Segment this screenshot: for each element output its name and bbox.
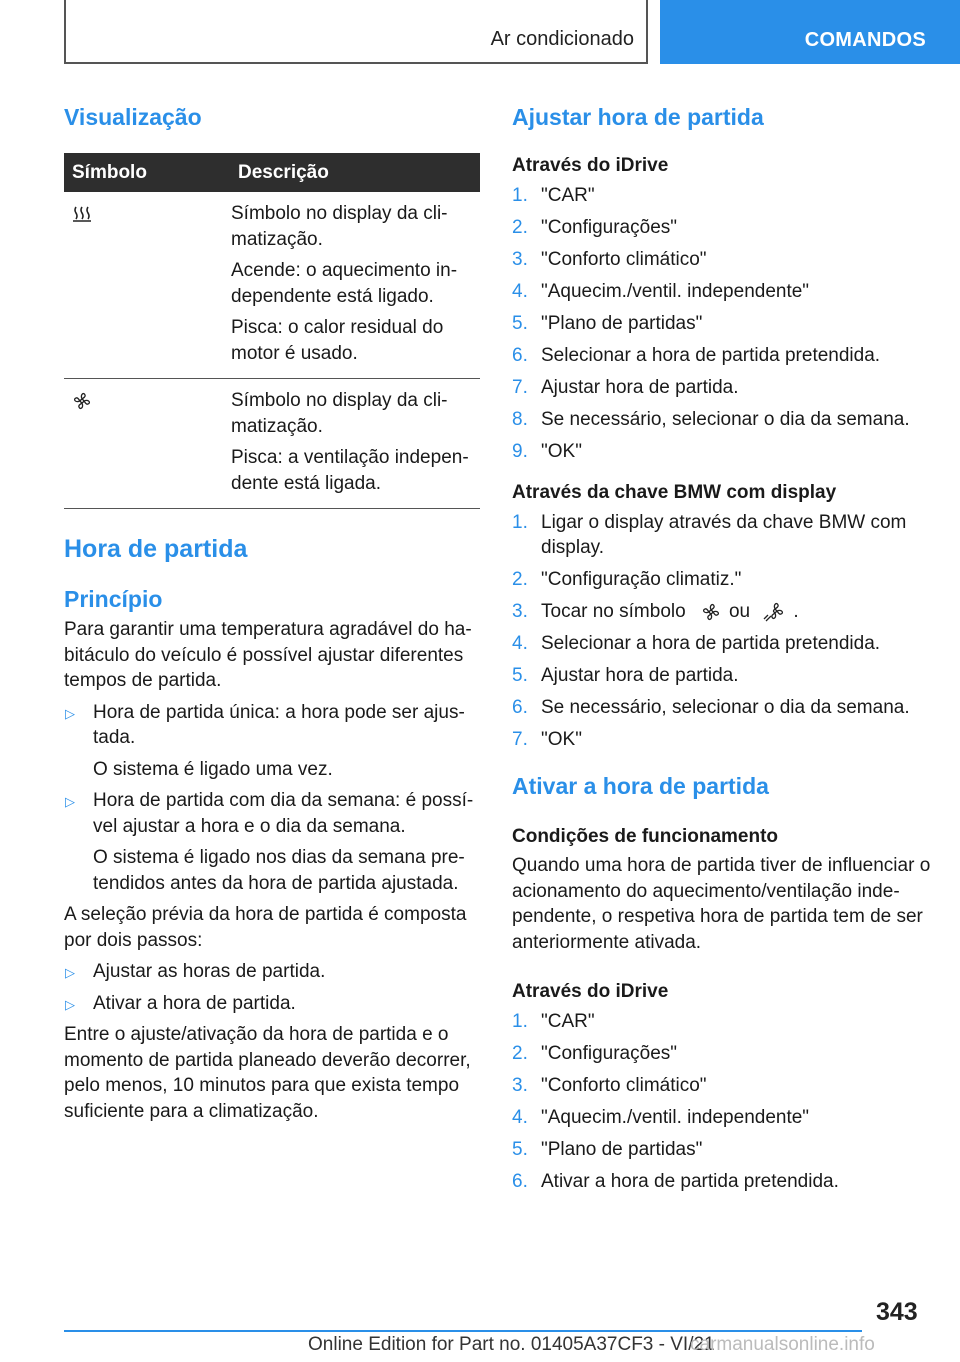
watermark: carmanualsonline.info bbox=[690, 1334, 875, 1355]
triangle-bullet-icon: ▷ bbox=[65, 996, 75, 1012]
header-title-box bbox=[64, 0, 648, 64]
fan-heater-icon bbox=[763, 602, 785, 622]
list-item bbox=[64, 959, 480, 985]
fan-icon bbox=[701, 602, 721, 622]
bullet2-text: Hora de partida com dia da semana: é possí- vel ajustar a hora e o dia da semana. bbox=[93, 790, 474, 837]
key-label: Através da chave BMW com display bbox=[512, 482, 837, 503]
row2-para2: Pisca: a ventilação indepen- dente está ligada. bbox=[231, 447, 469, 494]
principio-heading: Princípio bbox=[64, 586, 163, 612]
idrive1-steps bbox=[512, 183, 932, 465]
visualizacao-heading: Visualização bbox=[64, 104, 202, 130]
table-row bbox=[64, 192, 480, 379]
step-bullet-2: Ativar a hora de partida. bbox=[93, 992, 296, 1014]
list-item: 7. Ajustar hora de partida. bbox=[512, 376, 739, 398]
key-steps bbox=[512, 510, 932, 753]
ativar-heading: Ativar a hora de partida bbox=[512, 772, 769, 799]
bullet1-cont: O sistema é ligado uma vez. bbox=[93, 758, 333, 780]
list-item: 2. "Configurações" bbox=[512, 216, 678, 238]
row1-para2: Acende: o aquecimento in- dependente está ligado. bbox=[231, 260, 458, 307]
list-item: 3. Tocar no símbolo ou . bbox=[512, 601, 799, 622]
list-item: 6. Ativar a hora de partida pretendida. bbox=[512, 1170, 839, 1192]
row1-para1: Símbolo no display da cli- matização. bbox=[231, 203, 448, 250]
idrive1-label: Através do iDrive bbox=[512, 155, 669, 176]
table-row bbox=[64, 379, 480, 509]
closing-paragraph: Entre o ajuste/ativação da hora de partida e o momento de partida planeado deverão decorrer, pelo menos, 10 minutos para que exista tempo suficiente para a climatização. bbox=[64, 1024, 471, 1122]
idrive2-label: Através do iDrive bbox=[512, 981, 669, 1002]
table-header-description: Descrição bbox=[231, 153, 480, 192]
list-item: 3. "Conforto climático" bbox=[512, 1074, 707, 1096]
list-item: 1. Ligar o display através da chave BMW com display. bbox=[512, 511, 907, 558]
header-title: Ar condicionado bbox=[490, 28, 634, 50]
ajustar-heading: Ajustar hora de partida bbox=[512, 104, 764, 130]
list-item: 8. Se necessário, selecionar o dia da semana. bbox=[512, 408, 910, 430]
list-item: 9. "OK" bbox=[512, 440, 582, 462]
triangle-bullet-icon: ▷ bbox=[65, 965, 75, 980]
list-item: 5. "Plano de partidas" bbox=[512, 1138, 703, 1160]
triangle-bullet-icon: ▷ bbox=[65, 794, 75, 809]
list-item: 6. Se necessário, selecionar o dia da semana. bbox=[512, 697, 910, 718]
cond-paragraph: Quando uma hora de partida tiver de influenciar o acionamento do aquecimento/ventilação inde- pendente, o respetiva hora de partida tem de ser anteriormente ativada. bbox=[512, 855, 931, 953]
table-header-symbol: Símbolo bbox=[64, 153, 231, 192]
list-item: 5. "Plano de partidas" bbox=[512, 312, 703, 334]
list-item: 1. "CAR" bbox=[512, 1010, 595, 1032]
list-item: 5. Ajustar hora de partida. bbox=[512, 665, 739, 686]
header-section-label: COMANDOS bbox=[804, 29, 926, 51]
list-item: 4. "Aquecim./ventil. independente" bbox=[512, 280, 810, 302]
hora-de-partida-heading: Hora de partida bbox=[64, 535, 248, 563]
left-column bbox=[64, 100, 480, 1124]
list-item bbox=[64, 700, 480, 783]
heater-icon bbox=[72, 205, 92, 223]
step-bullet-1: Ajustar as horas de partida. bbox=[93, 961, 326, 982]
header-section-tab[interactable] bbox=[660, 0, 960, 64]
footer-divider bbox=[64, 1330, 862, 1332]
list-item: 2. "Configuração climatiz." bbox=[512, 569, 742, 590]
idrive2-steps bbox=[512, 1009, 932, 1195]
fan-icon bbox=[72, 391, 92, 411]
right-column bbox=[512, 100, 932, 1201]
edition-text: Online Edition for Part no. 01405A37CF3 - VI/21 bbox=[308, 1334, 715, 1355]
list-item: 7. "OK" bbox=[512, 729, 582, 750]
bullet1-text: Hora de partida única: a hora pode ser ajus- tada. bbox=[93, 701, 465, 748]
list-item: 6. Selecionar a hora de partida pretendida. bbox=[512, 344, 881, 366]
row1-para3: Pisca: o calor residual do motor é usado. bbox=[231, 317, 444, 364]
triangle-bullet-icon: ▷ bbox=[65, 705, 75, 721]
list-item bbox=[64, 788, 480, 896]
row2-para1: Símbolo no display da cli- matização. bbox=[231, 390, 448, 437]
list-item: 2. "Configurações" bbox=[512, 1042, 678, 1064]
list-item: 4. Selecionar a hora de partida pretendida. bbox=[512, 633, 881, 654]
list-item bbox=[64, 991, 480, 1017]
cond-label: Condições de funcionamento bbox=[512, 825, 779, 847]
list-item: 4. "Aquecim./ventil. independente" bbox=[512, 1106, 810, 1128]
bullet2-cont: O sistema é ligado nos dias da semana pre- tendidos antes da hora de partida ajustada. bbox=[93, 847, 465, 894]
symbol-table bbox=[64, 153, 480, 509]
list-item: 1. "CAR" bbox=[512, 184, 595, 206]
intro-paragraph: Para garantir uma temperatura agradável do ha- bitáculo do veículo é possível ajustar diferentes tempos de partida. bbox=[64, 619, 472, 691]
pre-steps-paragraph: A seleção prévia da hora de partida é composta por dois passos: bbox=[64, 904, 467, 951]
list-item: 3. "Conforto climático" bbox=[512, 248, 707, 270]
page-number: 343 bbox=[876, 1298, 918, 1326]
